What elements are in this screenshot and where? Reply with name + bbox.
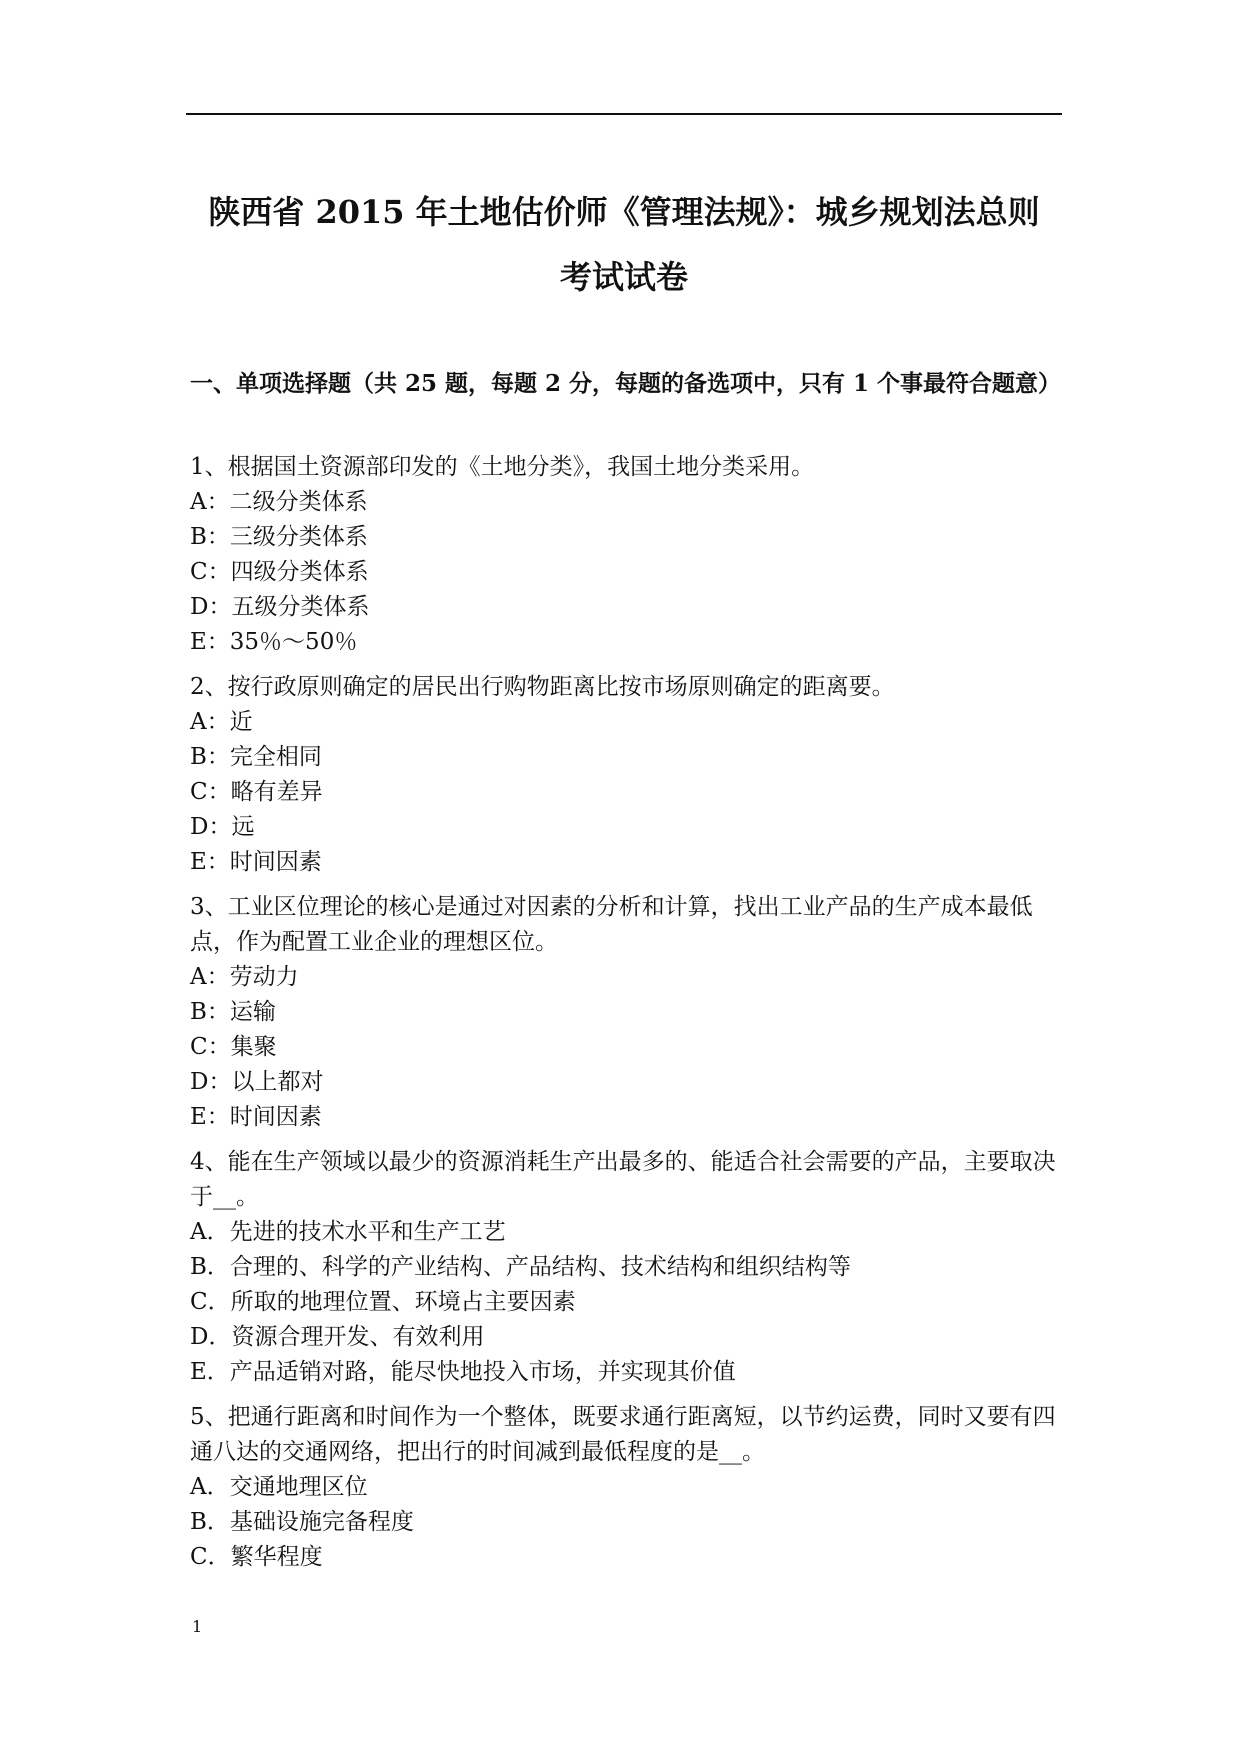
option-e: E：时间因素 — [190, 1104, 322, 1130]
document-title — [186, 180, 1062, 310]
option-e: E．产品适销对路，能尽快地投入市场，并实现其价值 — [190, 1359, 736, 1385]
option-a: A．交通地理区位 — [190, 1474, 368, 1500]
question-2 — [190, 670, 1062, 880]
option-b: B．合理的、科学的产业结构、产品结构、技术结构和组织结构等 — [190, 1254, 851, 1280]
option-d: D．资源合理开发、有效利用 — [190, 1324, 485, 1350]
option-d: D：五级分类体系 — [190, 594, 370, 620]
question-stem: 4、能在生产领域以最少的资源消耗生产出最多的、能适合社会需要的产品，主要取决于__。 — [190, 1149, 1056, 1210]
option-b: B：运输 — [190, 999, 276, 1025]
title-line-2: 考试试卷 — [559, 258, 688, 296]
option-e: E：35％～50％ — [190, 629, 358, 655]
option-b: B：完全相同 — [190, 744, 322, 770]
option-e: E：时间因素 — [190, 849, 322, 875]
section-heading: 一、单项选择题（共 25 题，每题 2 分，每题的备选项中，只有 1 个事最符合题意） — [190, 370, 1062, 397]
option-c: C．所取的地理位置、环境占主要因素 — [190, 1289, 576, 1315]
option-b: B：三级分类体系 — [190, 524, 368, 550]
question-list — [190, 450, 1062, 1575]
header-rule — [186, 113, 1062, 115]
question-stem: 2、按行政原则确定的居民出行购物距离比按市场原则确定的距离要。 — [190, 674, 895, 700]
question-stem: 5、把通行距离和时间作为一个整体，既要求通行距离短，以节约运费，同时又要有四通八达的交通网络，把出行的时间减到最低程度的是__。 — [190, 1404, 1056, 1465]
option-a: A．先进的技术水平和生产工艺 — [190, 1219, 506, 1245]
page-number: 1 — [192, 1617, 203, 1636]
option-c: C：略有差异 — [190, 779, 323, 805]
option-c: C：四级分类体系 — [190, 559, 369, 585]
title-line-1: 陕西省 2015 年土地估价师《管理法规》：城乡规划法总则 — [208, 193, 1040, 231]
option-d: D：远 — [190, 814, 255, 840]
question-1 — [190, 450, 1062, 660]
option-a: A：劳动力 — [190, 964, 299, 990]
option-c: C：集聚 — [190, 1034, 277, 1060]
option-a: A：近 — [190, 709, 253, 735]
option-c: C．繁华程度 — [190, 1544, 323, 1570]
option-d: D：以上都对 — [190, 1069, 324, 1095]
question-5 — [190, 1400, 1062, 1575]
option-a: A：二级分类体系 — [190, 489, 368, 515]
question-4 — [190, 1145, 1062, 1390]
question-3 — [190, 890, 1062, 1135]
option-b: B．基础设施完备程度 — [190, 1509, 414, 1535]
question-stem: 3、工业区位理论的核心是通过对因素的分析和计算，找出工业产品的生产成本最低点，作为配置工业企业的理想区位。 — [190, 894, 1033, 955]
question-stem: 1、根据国土资源部印发的《土地分类》，我国土地分类采用。 — [190, 454, 815, 480]
